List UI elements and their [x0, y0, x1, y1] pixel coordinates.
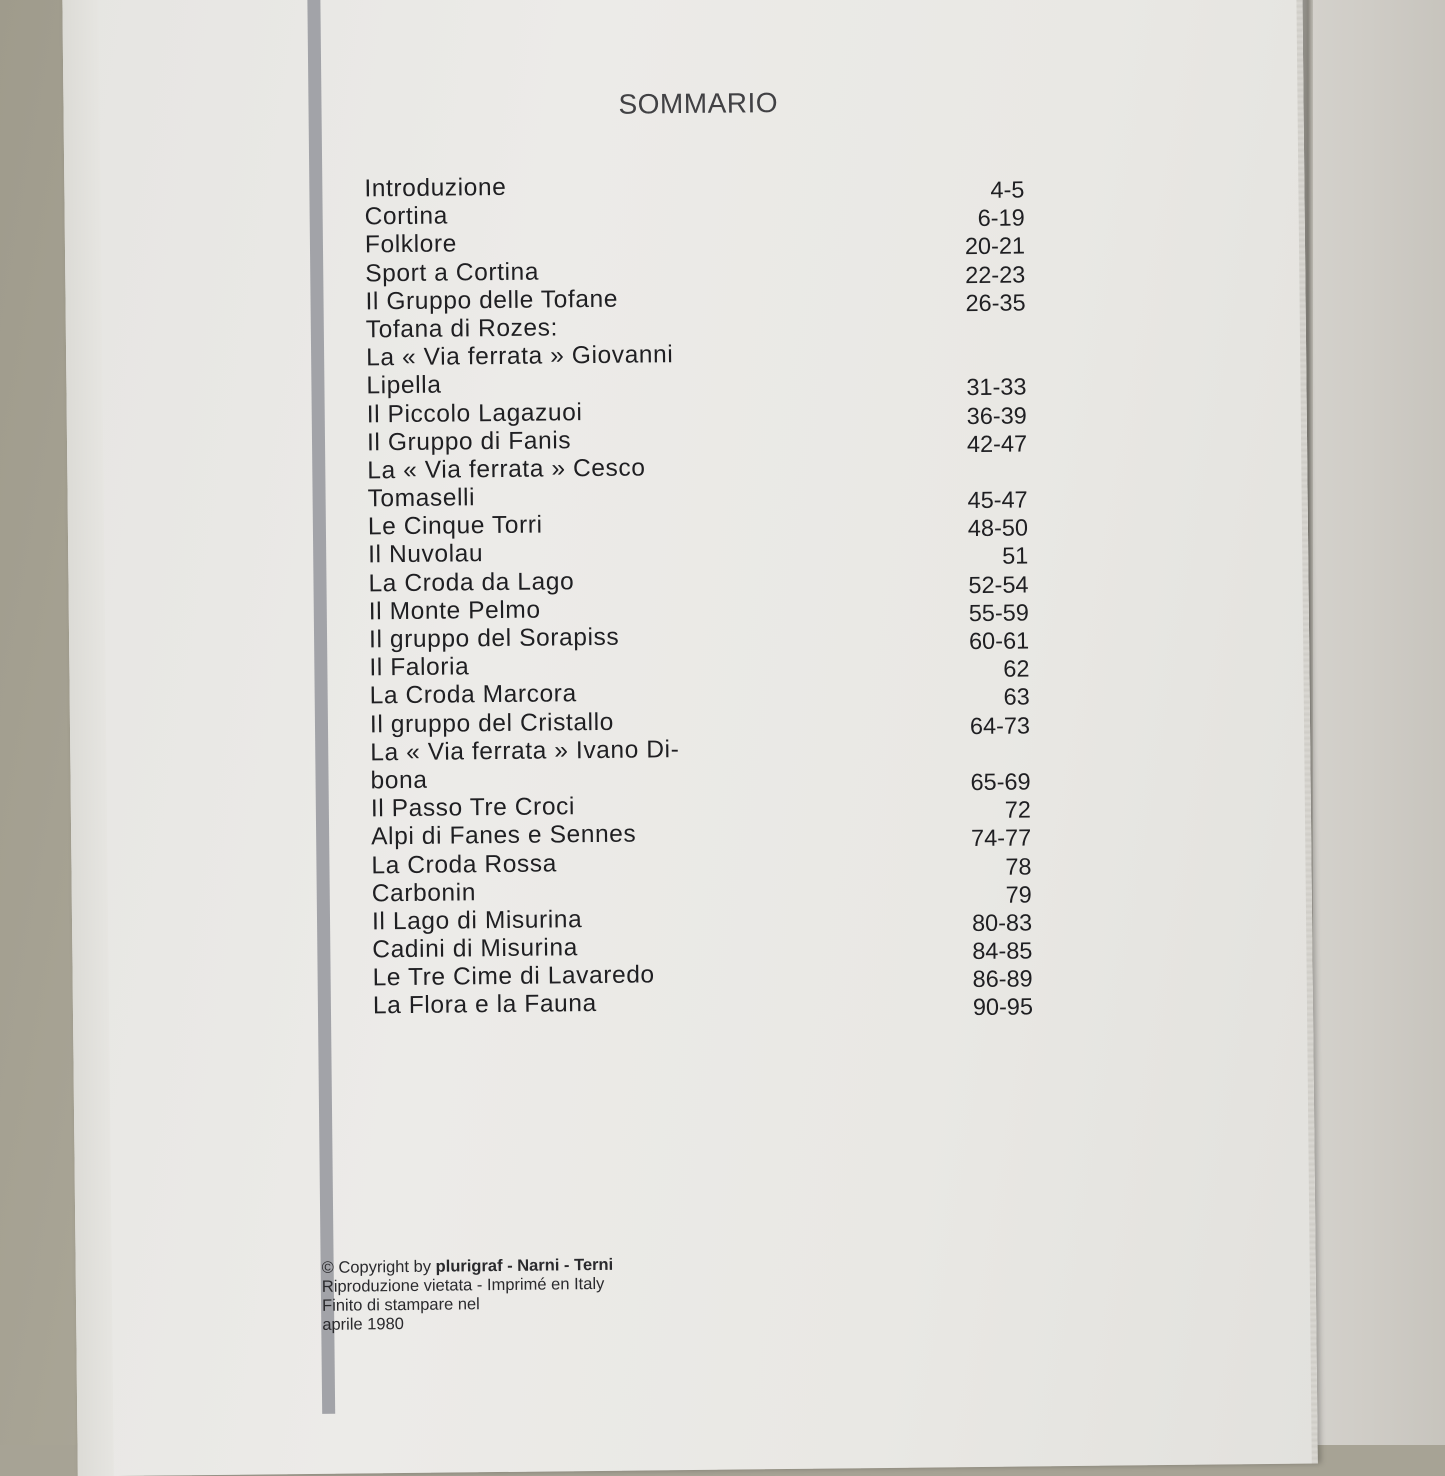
- toc-entry-title: Tomaselli: [367, 484, 476, 513]
- toc-entry-title: La « Via ferrata » Cesco: [367, 454, 646, 485]
- publisher-location: - Narni - Terni: [507, 1255, 614, 1275]
- toc-entry-pages: 26-35: [965, 289, 1026, 316]
- toc-entry: [373, 986, 1033, 1021]
- toc-entry-pages: 79: [1005, 881, 1032, 908]
- toc-entry-pages: 62: [1003, 655, 1030, 682]
- toc-entry-title: Alpi di Fanes e Sennes: [371, 820, 637, 851]
- toc-entry-title: Il Nuvolau: [368, 540, 484, 569]
- toc-entry-pages: 74-77: [970, 824, 1032, 852]
- toc-entry-title: Lipella: [366, 371, 442, 400]
- toc-entry-title: Il Monte Pelmo: [368, 596, 541, 626]
- toc-entry-title: Carbonin: [371, 878, 477, 908]
- toc-entry-title: Cadini di Misurina: [372, 934, 578, 964]
- toc-entry-title: Il Passo Tre Croci: [370, 793, 576, 823]
- toc-entry-title: Le Cinque Torri: [367, 511, 543, 541]
- toc-entry-pages: 65-69: [970, 768, 1031, 796]
- toc-entry-title: Il Lago di Misurina: [371, 906, 583, 936]
- page-content: [62, 0, 1318, 1476]
- toc-entry-pages: 51: [1001, 542, 1029, 570]
- toc-entry-pages: 22-23: [965, 261, 1026, 288]
- copyright-prefix: © Copyright by: [321, 1257, 432, 1277]
- copyright-block: [322, 1256, 614, 1335]
- toc-entry-title: Il Faloria: [369, 653, 470, 682]
- toc-entry-title: Il Piccolo Lagazuoi: [366, 398, 583, 428]
- toc-entry-pages: 20-21: [964, 232, 1026, 260]
- toc-entry-title: Il gruppo del Cristallo: [369, 708, 615, 738]
- toc-entry-title: Il gruppo del Sorapiss: [368, 623, 620, 654]
- toc-entry-pages: 36-39: [966, 401, 1027, 429]
- toc-entry-pages: 52-54: [968, 571, 1029, 598]
- toc-entry-pages: 63: [1003, 683, 1030, 711]
- toc-entry-pages: 64-73: [969, 712, 1031, 739]
- book-page: [62, 0, 1318, 1476]
- toc-entry-title: Introduzione: [364, 173, 507, 203]
- toc-entry-pages: 55-59: [968, 599, 1029, 626]
- toc-entry-pages: 42-47: [966, 430, 1028, 457]
- toc-entry-pages: 78: [1005, 852, 1032, 880]
- table-of-contents: [364, 168, 1033, 1020]
- copyright-line-3: Finito di stampare nel: [321, 1295, 480, 1315]
- toc-entry-pages: 84-85: [972, 937, 1033, 965]
- toc-entry-pages: 45-47: [967, 486, 1028, 514]
- toc-entry-title: La Croda Rossa: [371, 849, 558, 879]
- toc-entry-pages: 60-61: [968, 627, 1030, 655]
- toc-entry-title: Cortina: [364, 202, 448, 231]
- toc-entry-title: La « Via ferrata » Ivano Di-: [370, 735, 680, 767]
- toc-entry-pages: 86-89: [972, 965, 1033, 993]
- toc-entry-title: La Croda da Lago: [368, 567, 575, 597]
- toc-entry-pages: 4-5: [990, 176, 1025, 203]
- copyright-line-2: Riproduzione vietata - Imprimé en Italy: [321, 1274, 605, 1296]
- toc-entry-title: Tofana di Rozes:: [365, 314, 559, 344]
- page-title: SOMMARIO: [618, 87, 779, 120]
- toc-entry-pages: 6-19: [977, 204, 1025, 232]
- toc-entry-title: Le Tre Cime di Lavaredo: [372, 961, 655, 992]
- toc-entry-title: Folklore: [364, 230, 458, 259]
- toc-entry-pages: 72: [1004, 796, 1032, 823]
- toc-entry-title: La « Via ferrata » Giovanni: [365, 341, 674, 372]
- toc-entry-pages: 48-50: [967, 514, 1029, 542]
- publisher-name: plurigraf: [435, 1256, 503, 1276]
- toc-entry-title: La Croda Marcora: [369, 680, 577, 710]
- copyright-line-4: aprile 1980: [322, 1315, 405, 1334]
- toc-entry-pages: 90-95: [972, 993, 1034, 1021]
- toc-entry-title: Il Gruppo delle Tofane: [365, 285, 619, 316]
- toc-entry-pages: 31-33: [966, 373, 1027, 401]
- toc-entry-pages: 80-83: [971, 909, 1033, 936]
- toc-entry-title: La Flora e la Fauna: [372, 990, 597, 1020]
- toc-entry-title: Il Gruppo di Fanis: [366, 426, 572, 457]
- toc-entry-title: bona: [370, 766, 428, 795]
- toc-entry-title: Sport a Cortina: [365, 258, 540, 287]
